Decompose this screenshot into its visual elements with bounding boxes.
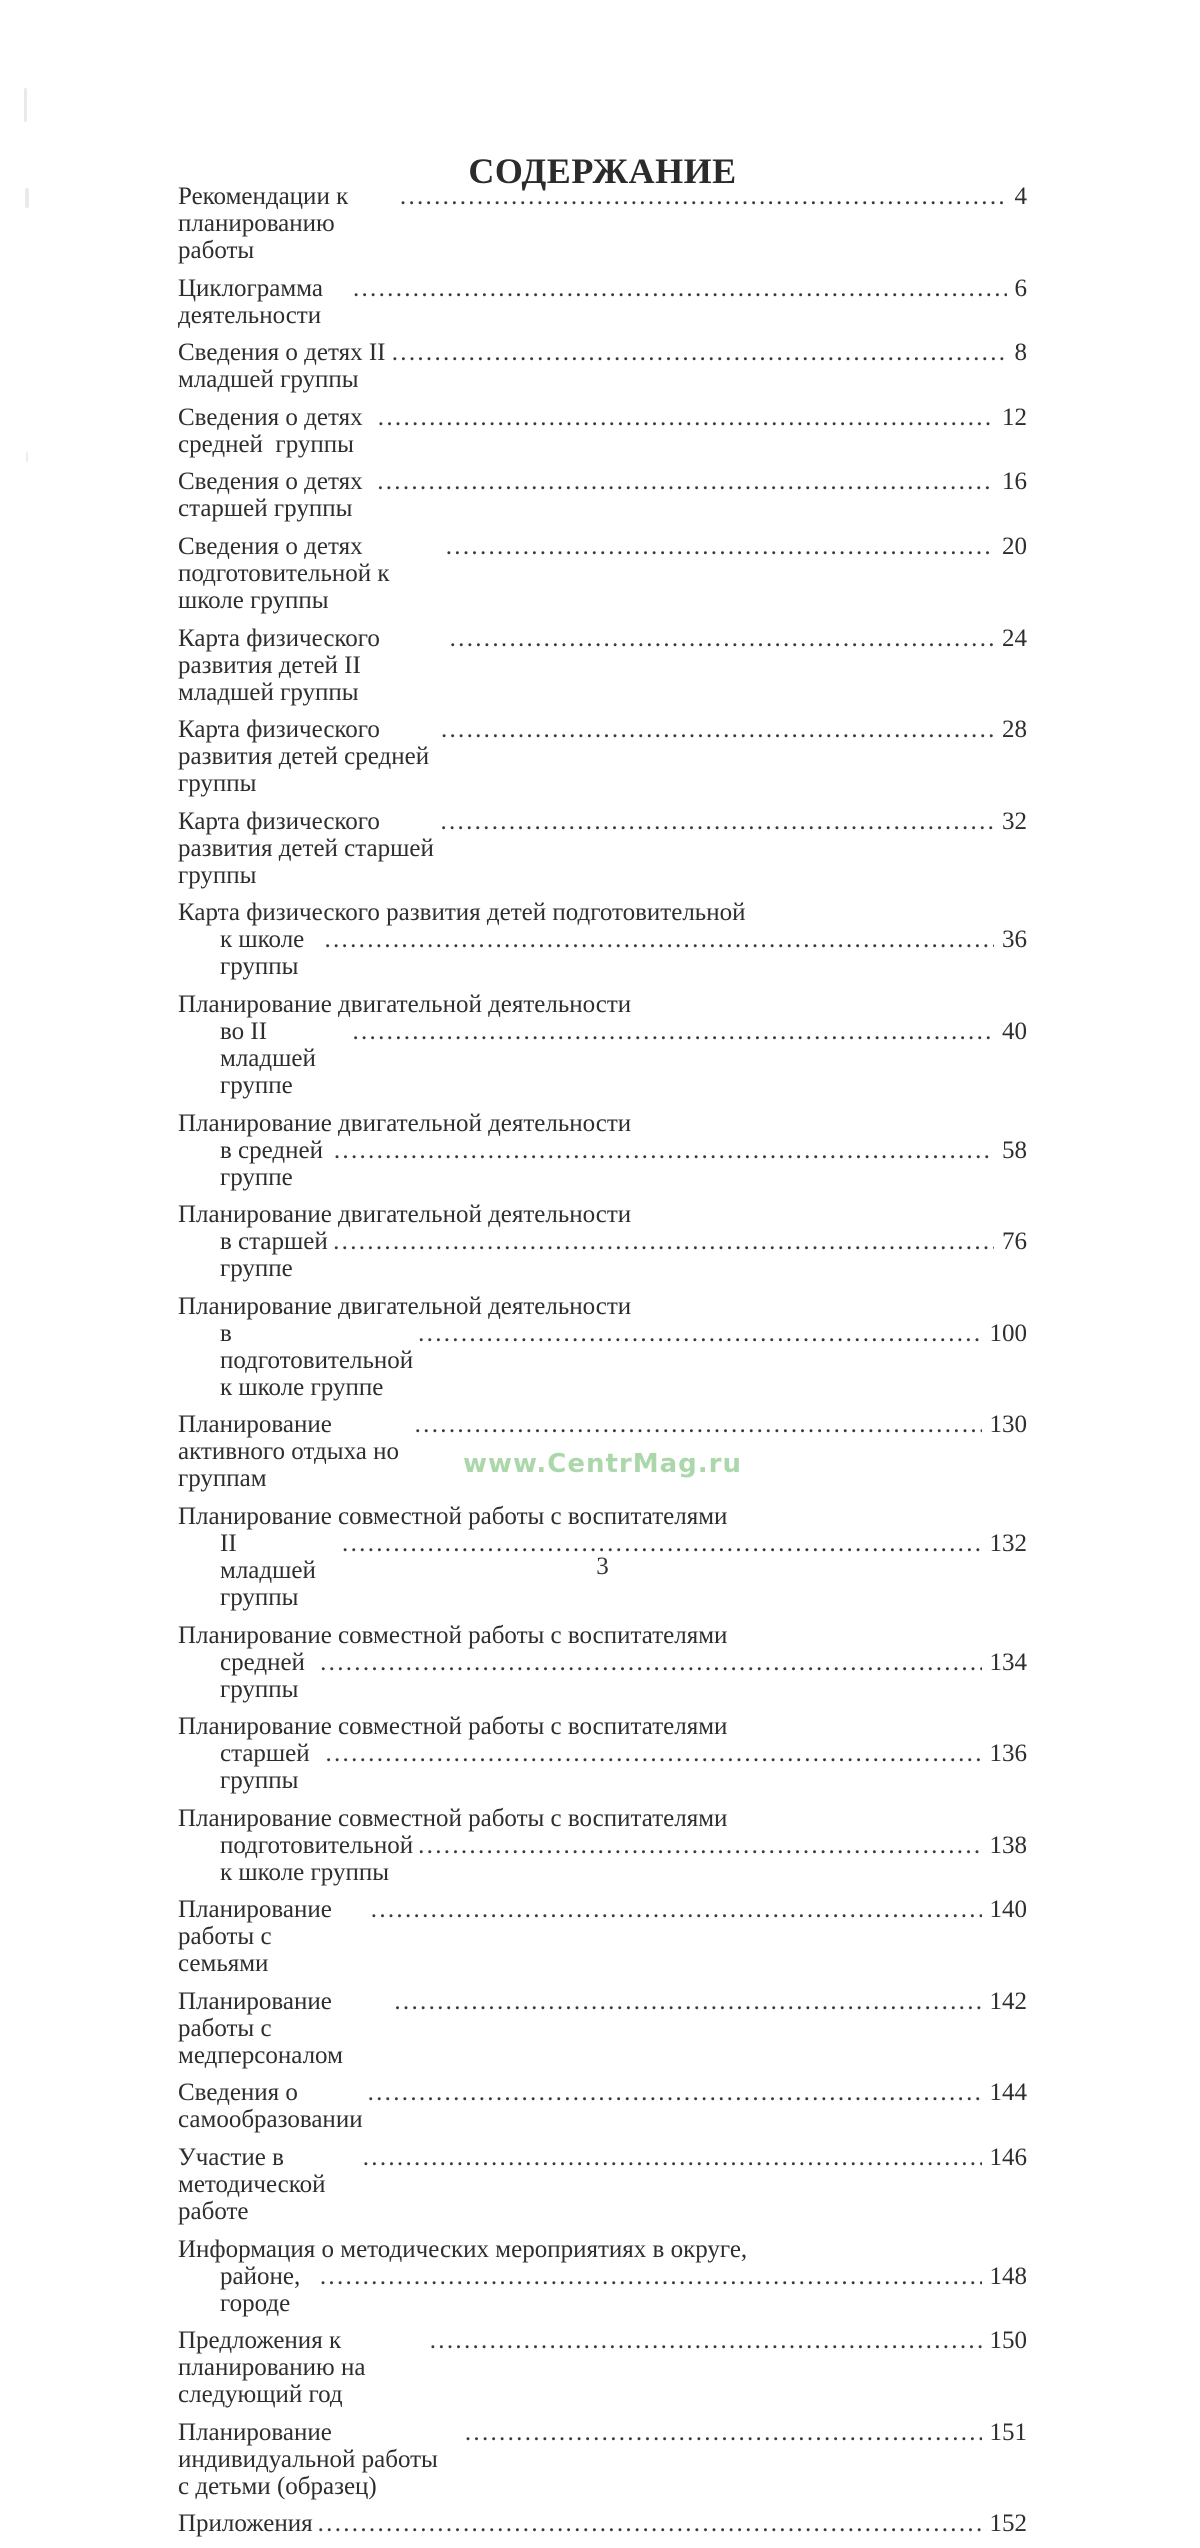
toc-entry-text: средней группы	[220, 1648, 312, 1703]
toc-line	[178, 1503, 1027, 1530]
toc-line	[178, 1832, 1027, 1886]
toc-entry-text: Сведения о детях средней группы	[178, 403, 369, 458]
dot-leader	[334, 1137, 994, 1164]
toc-line	[178, 1293, 1027, 1320]
toc-entry	[178, 808, 1027, 889]
toc-line	[178, 339, 1027, 393]
toc-entry-text: Карта физического развития детей II младшей группы	[178, 624, 387, 706]
scan-artifact	[25, 188, 29, 208]
toc-line	[178, 2419, 1027, 2500]
toc-entry-text: Сведения о детях подготовительной к школе группы	[178, 532, 396, 614]
toc-line	[178, 183, 1027, 264]
toc-entry-text: в старшей группе	[220, 1228, 334, 1283]
toc-entry-text: в подготовительной к школе группе	[220, 1319, 420, 1401]
toc-entry	[178, 716, 1027, 797]
toc-entry	[178, 1713, 1027, 1794]
dot-leader	[378, 404, 994, 431]
toc-entry-text: Участие в методической работе	[178, 2144, 332, 2226]
toc-line	[178, 2263, 1027, 2317]
dot-leader	[368, 2079, 982, 2106]
toc-entry	[178, 275, 1027, 329]
toc-page-number: 140	[989, 1896, 1027, 1924]
toc-page-number: 100	[989, 1319, 1027, 1347]
toc-line	[178, 1137, 1027, 1191]
toc-line	[178, 899, 1027, 926]
toc-page-number: 4	[1014, 183, 1027, 210]
toc-entry	[178, 1805, 1027, 1886]
dot-leader	[325, 1740, 981, 1767]
toc-line	[178, 625, 1027, 706]
toc-page-number: 152	[989, 2510, 1027, 2538]
toc-entry	[178, 2327, 1027, 2408]
toc-entry-text: Планирование совместной работы с воспитателями	[178, 1713, 728, 1741]
toc-entry-text: Карта физического развития детей подготовительной	[178, 899, 746, 927]
toc-entry	[178, 899, 1027, 980]
toc-page-number: 32	[1002, 807, 1027, 835]
dot-leader	[465, 2419, 982, 2446]
toc-entry-text: Приложения	[178, 2510, 313, 2538]
toc-entry-text: во II младшей группе	[220, 1017, 323, 1099]
toc-line	[178, 2327, 1027, 2408]
toc-entry-text: Планирование работы с медперсоналом	[178, 1987, 343, 2069]
toc-line	[178, 1622, 1027, 1649]
toc-entry	[178, 468, 1027, 522]
toc-line	[178, 1320, 1027, 1401]
toc-entry	[178, 2419, 1027, 2500]
dot-leader	[353, 275, 1007, 302]
toc-line	[178, 468, 1027, 522]
toc-entry	[178, 991, 1027, 1099]
dot-leader	[352, 1018, 994, 1045]
toc-entry	[178, 1293, 1027, 1401]
dot-leader	[441, 716, 994, 743]
dot-leader	[418, 1832, 981, 1859]
toc-entry-text: Планирование двигательной деятельности	[178, 1109, 632, 1137]
toc-entry-text: Планирование совместной работы с воспитателями	[178, 1621, 728, 1649]
toc-line	[178, 1713, 1027, 1740]
dot-leader	[377, 468, 994, 495]
toc-line	[178, 404, 1027, 458]
toc-entry-text: Планирование двигательной деятельности	[178, 1292, 632, 1320]
toc-page-number: 16	[1002, 468, 1027, 496]
dot-leader	[324, 926, 994, 953]
toc-entry-text: Планирование двигательной деятельности	[178, 990, 632, 1018]
toc-entry	[178, 2079, 1027, 2133]
dot-leader	[400, 183, 1007, 210]
toc-entry	[178, 625, 1027, 706]
toc-entry-text: в средней группе	[220, 1136, 330, 1191]
toc-page-number: 134	[989, 1648, 1027, 1676]
toc-line	[178, 926, 1027, 980]
toc-line	[178, 2236, 1027, 2263]
toc-entry-text: старшей группы	[220, 1740, 316, 1795]
dot-leader	[392, 339, 1007, 366]
toc-line	[178, 1018, 1027, 1099]
toc-entry-text: Планирование совместной работы с воспитателями	[178, 1502, 728, 1530]
toc-page-number: 150	[989, 2327, 1027, 2355]
toc-line	[178, 808, 1027, 889]
toc-page-number: 6	[1014, 274, 1027, 302]
dot-leader	[430, 2327, 982, 2354]
scan-artifact	[24, 88, 27, 122]
toc-line	[178, 1988, 1027, 2069]
toc-page-number: 146	[989, 2144, 1027, 2172]
toc-entry	[178, 2236, 1027, 2317]
toc-entry-text: Сведения о детях II младшей группы	[178, 339, 392, 394]
toc-line	[178, 1805, 1027, 1832]
toc-page-number: 40	[1002, 1017, 1027, 1045]
toc-page-number: 142	[989, 1987, 1027, 2015]
watermark: www.CentrMag.ru	[463, 1449, 742, 1479]
toc-entry-text: Планирование совместной работы с воспитателями	[178, 1804, 728, 1832]
toc-entry	[178, 404, 1027, 458]
toc-entry-text: Рекомендации к планированию работы	[178, 183, 355, 264]
toc-page-number: 12	[1002, 403, 1027, 431]
dot-leader	[371, 1896, 982, 1923]
toc-page-number: 138	[989, 1831, 1027, 1859]
toc-page-number: 28	[1002, 716, 1027, 744]
toc-page-number: 151	[989, 2418, 1027, 2446]
toc-entry	[178, 339, 1027, 393]
toc-entry-text: Планирование индивидуальной работы с детьми (образец)	[178, 2418, 451, 2500]
page-number: 3	[596, 1553, 609, 1580]
toc-line	[178, 2079, 1027, 2133]
toc-page-number: 144	[989, 2079, 1027, 2107]
toc-list	[178, 183, 1027, 2548]
dot-leader	[320, 1649, 981, 1676]
toc-entry-text: Планирование активного отдыха но группам	[178, 1411, 406, 1493]
page-title: СОДЕРЖАНИЕ	[468, 151, 737, 192]
toc-page-number: 20	[1002, 532, 1027, 560]
dot-leader	[446, 533, 994, 560]
toc-entry	[178, 1622, 1027, 1703]
toc-line	[178, 275, 1027, 329]
dot-leader	[394, 1988, 981, 2015]
toc-page-number: 132	[989, 1529, 1027, 1557]
toc-page-number: 148	[989, 2262, 1027, 2290]
toc-entry	[178, 2144, 1027, 2225]
toc-entry-text: Предложения к планированию на следующий год	[178, 2327, 372, 2409]
toc-entry-text: подготовительной к школе группы	[220, 1831, 420, 1886]
toc-entry-text: районе, городе	[220, 2262, 307, 2317]
toc-page-number: 130	[989, 1411, 1027, 1439]
toc-line	[178, 533, 1027, 614]
toc-line	[178, 1110, 1027, 1137]
toc-entry-text: к школе группы	[220, 926, 311, 981]
toc-line	[178, 991, 1027, 1018]
toc-entry-text: Карта физического развития детей средней группы	[178, 716, 436, 798]
toc-line	[178, 716, 1027, 797]
toc-entry-text: Карта физического развития детей старшей группы	[178, 807, 441, 889]
toc-entry-text: Сведения о самообразовании	[178, 2079, 363, 2134]
toc-entry	[178, 183, 1027, 264]
scan-artifact	[26, 452, 28, 462]
toc-page-number: 136	[989, 1740, 1027, 1768]
toc-entry	[178, 2510, 1027, 2537]
dot-leader	[363, 2144, 982, 2171]
toc-line	[178, 1896, 1027, 1977]
toc-entry	[178, 1896, 1027, 1977]
toc-entry-text: Информация о методических мероприятиях в округе,	[178, 2235, 748, 2263]
toc-page-number: 24	[1002, 624, 1027, 652]
toc-line	[178, 1649, 1027, 1703]
toc-page-number: 58	[1002, 1136, 1027, 1164]
toc-entry-text: Планирование двигательной деятельности	[178, 1201, 632, 1229]
toc-page-number: 76	[1002, 1228, 1027, 1256]
dot-leader	[440, 808, 994, 835]
toc-entry	[178, 1988, 1027, 2069]
dot-leader	[450, 625, 994, 652]
toc-line	[178, 2144, 1027, 2225]
dot-leader	[318, 2510, 982, 2537]
toc-line	[178, 2510, 1027, 2537]
dot-leader	[418, 1320, 981, 1347]
toc-entry-text: Планирование работы с семьями	[178, 1896, 339, 1978]
dot-leader	[415, 1411, 982, 1438]
dot-leader	[320, 2263, 982, 2290]
toc-page-number: 8	[1014, 339, 1027, 367]
toc-line	[178, 1201, 1027, 1228]
toc-entry-text: Сведения о детях старшей группы	[178, 468, 369, 523]
toc-entry-text: II младшей группы	[220, 1529, 323, 1611]
toc-line	[178, 1740, 1027, 1794]
toc-page-number: 36	[1002, 926, 1027, 954]
toc-line	[178, 1228, 1027, 1282]
toc-entry	[178, 533, 1027, 614]
toc-entry	[178, 1110, 1027, 1191]
toc-entry-text: Циклограмма деятельности	[178, 274, 334, 329]
toc-entry	[178, 1201, 1027, 1282]
dot-leader	[333, 1228, 994, 1255]
